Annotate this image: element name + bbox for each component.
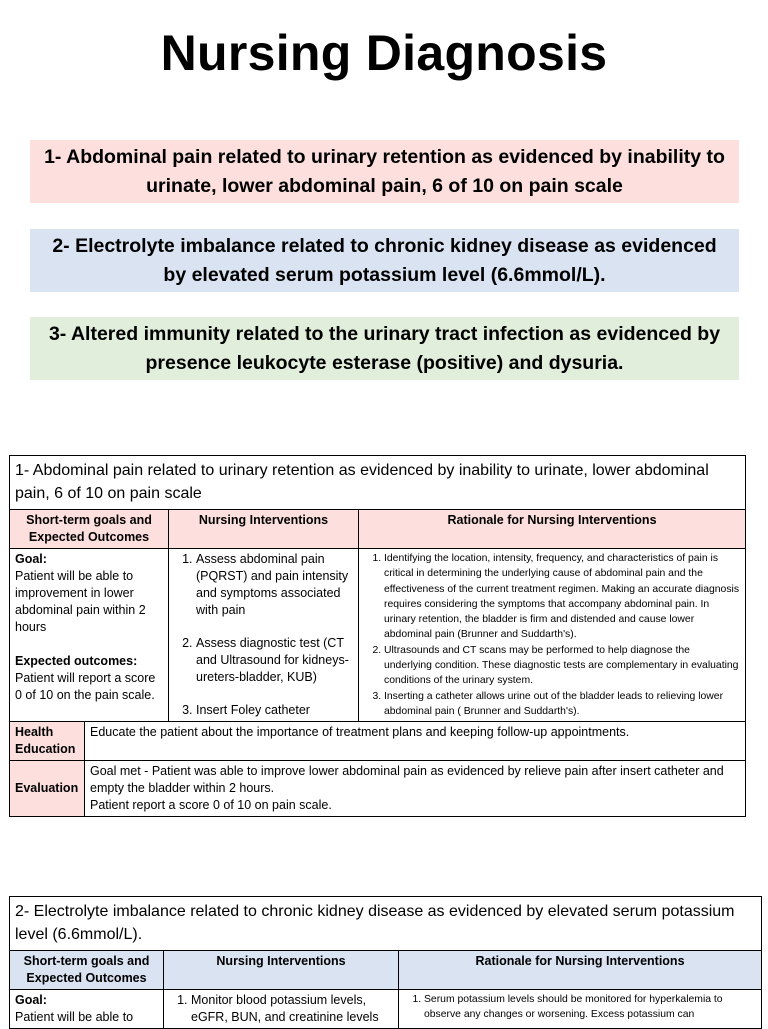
- goal-text: Patient will be able to: [15, 1010, 134, 1024]
- rationale-item: 1. Identifying the location, intensity, frequency, and characteristics of pain is critical in determining the underlying cause of abdominal pain and the effectiveness of the current treatment regimen. Making an accurate diagnosis requires considering the symptoms that accompany abdominal pain. In urinary retention, the bladder is firm and distended and cause lower abdominal pain (Brunner and Suddarth's).: [384, 551, 740, 643]
- intervention-item: 2. Assess diagnostic test (CT and Ultrasound for kidneys-ureters-bladder, KUB): [196, 635, 353, 686]
- diagnosis-3-banner: 3- Altered immunity related to the urinary tract infection as evidenced by presence leukocyte esterase (positive) and dysuria.: [30, 317, 739, 380]
- rationale-header: Rationale for Nursing Interventions: [399, 951, 762, 990]
- outcomes-label: Expected outcomes:: [15, 654, 138, 668]
- rationale-item: 3. Inserting a catheter allows urine out of the bladder leads to relieving lower abdominal pain ( Brunner and Suddarth's).: [384, 689, 740, 720]
- rationale-cell: [359, 549, 746, 722]
- goals-cell: [10, 990, 164, 1029]
- intervention-item: 3. Insert Foley catheter: [196, 702, 353, 719]
- health-education-label: Health Education: [10, 722, 85, 761]
- interventions-header: Nursing Interventions: [169, 510, 359, 549]
- evaluation-line: Goal met - Patient was able to improve lower abdominal pain as evidenced by relieve pain after insert catheter and empty the bladder within 2 hours.: [90, 764, 724, 796]
- goals-header: Short-term goals and Expected Outcomes: [10, 510, 169, 549]
- rationale-item: 2. Ultrasounds and CT scans may be performed to help diagnose the underlying condition. These diagnostic tests are complementary in evaluating conditions of the urinary system.: [384, 643, 740, 689]
- intervention-item: 1. Assess abdominal pain (PQRST) and pain intensity and symptoms associated with pain: [196, 551, 353, 619]
- evaluation-cell: [85, 761, 746, 817]
- diagnosis-1-banner: 1- Abdominal pain related to urinary retention as evidenced by inability to urinate, lower abdominal pain, 6 of 10 on pain scale: [30, 140, 739, 203]
- goals-cell: [10, 549, 169, 722]
- interventions-header: Nursing Interventions: [164, 951, 399, 990]
- goal-label: Goal:: [15, 993, 47, 1007]
- goals-header: Short-term goals and Expected Outcomes: [10, 951, 164, 990]
- rationale-header: Rationale for Nursing Interventions: [359, 510, 746, 549]
- intervention-item: 1. Monitor blood potassium levels, eGFR, BUN, and creatinine levels: [191, 992, 393, 1026]
- health-education-text: Educate the patient about the importance of treatment plans and keeping follow-up appointments.: [85, 722, 746, 761]
- goal-text: Patient will be able to improvement in lower abdominal pain within 2 hours: [15, 569, 146, 634]
- evaluation-line: Patient report a score 0 of 10 on pain scale.: [90, 798, 332, 813]
- care-plan-1-title: 1- Abdominal pain related to urinary retention as evidenced by inability to urinate, lower abdominal pain, 6 of 10 on pain scale: [10, 456, 746, 510]
- rationale-item: 1. Serum potassium levels should be monitored for hyperkalemia to observe any changes or worsening. Excess potassium can: [424, 992, 756, 1023]
- page-title: Nursing Diagnosis: [160, 25, 608, 81]
- care-plan-1-table: [9, 455, 746, 817]
- interventions-cell: [164, 990, 399, 1029]
- rationale-cell: [399, 990, 762, 1029]
- care-plan-2-title: 2- Electrolyte imbalance related to chronic kidney disease as evidenced by elevated serum potassium level (6.6mmol/L).: [10, 897, 762, 951]
- outcomes-text: Patient will report a score 0 of 10 on the pain scale.: [15, 671, 156, 702]
- care-plan-2-table: [9, 896, 762, 1029]
- interventions-cell: [169, 549, 359, 722]
- diagnosis-2-banner: 2- Electrolyte imbalance related to chronic kidney disease as evidenced by elevated serum potassium level (6.6mmol/L).: [30, 229, 739, 292]
- goal-label: Goal:: [15, 552, 47, 566]
- evaluation-label: Evaluation: [10, 761, 85, 817]
